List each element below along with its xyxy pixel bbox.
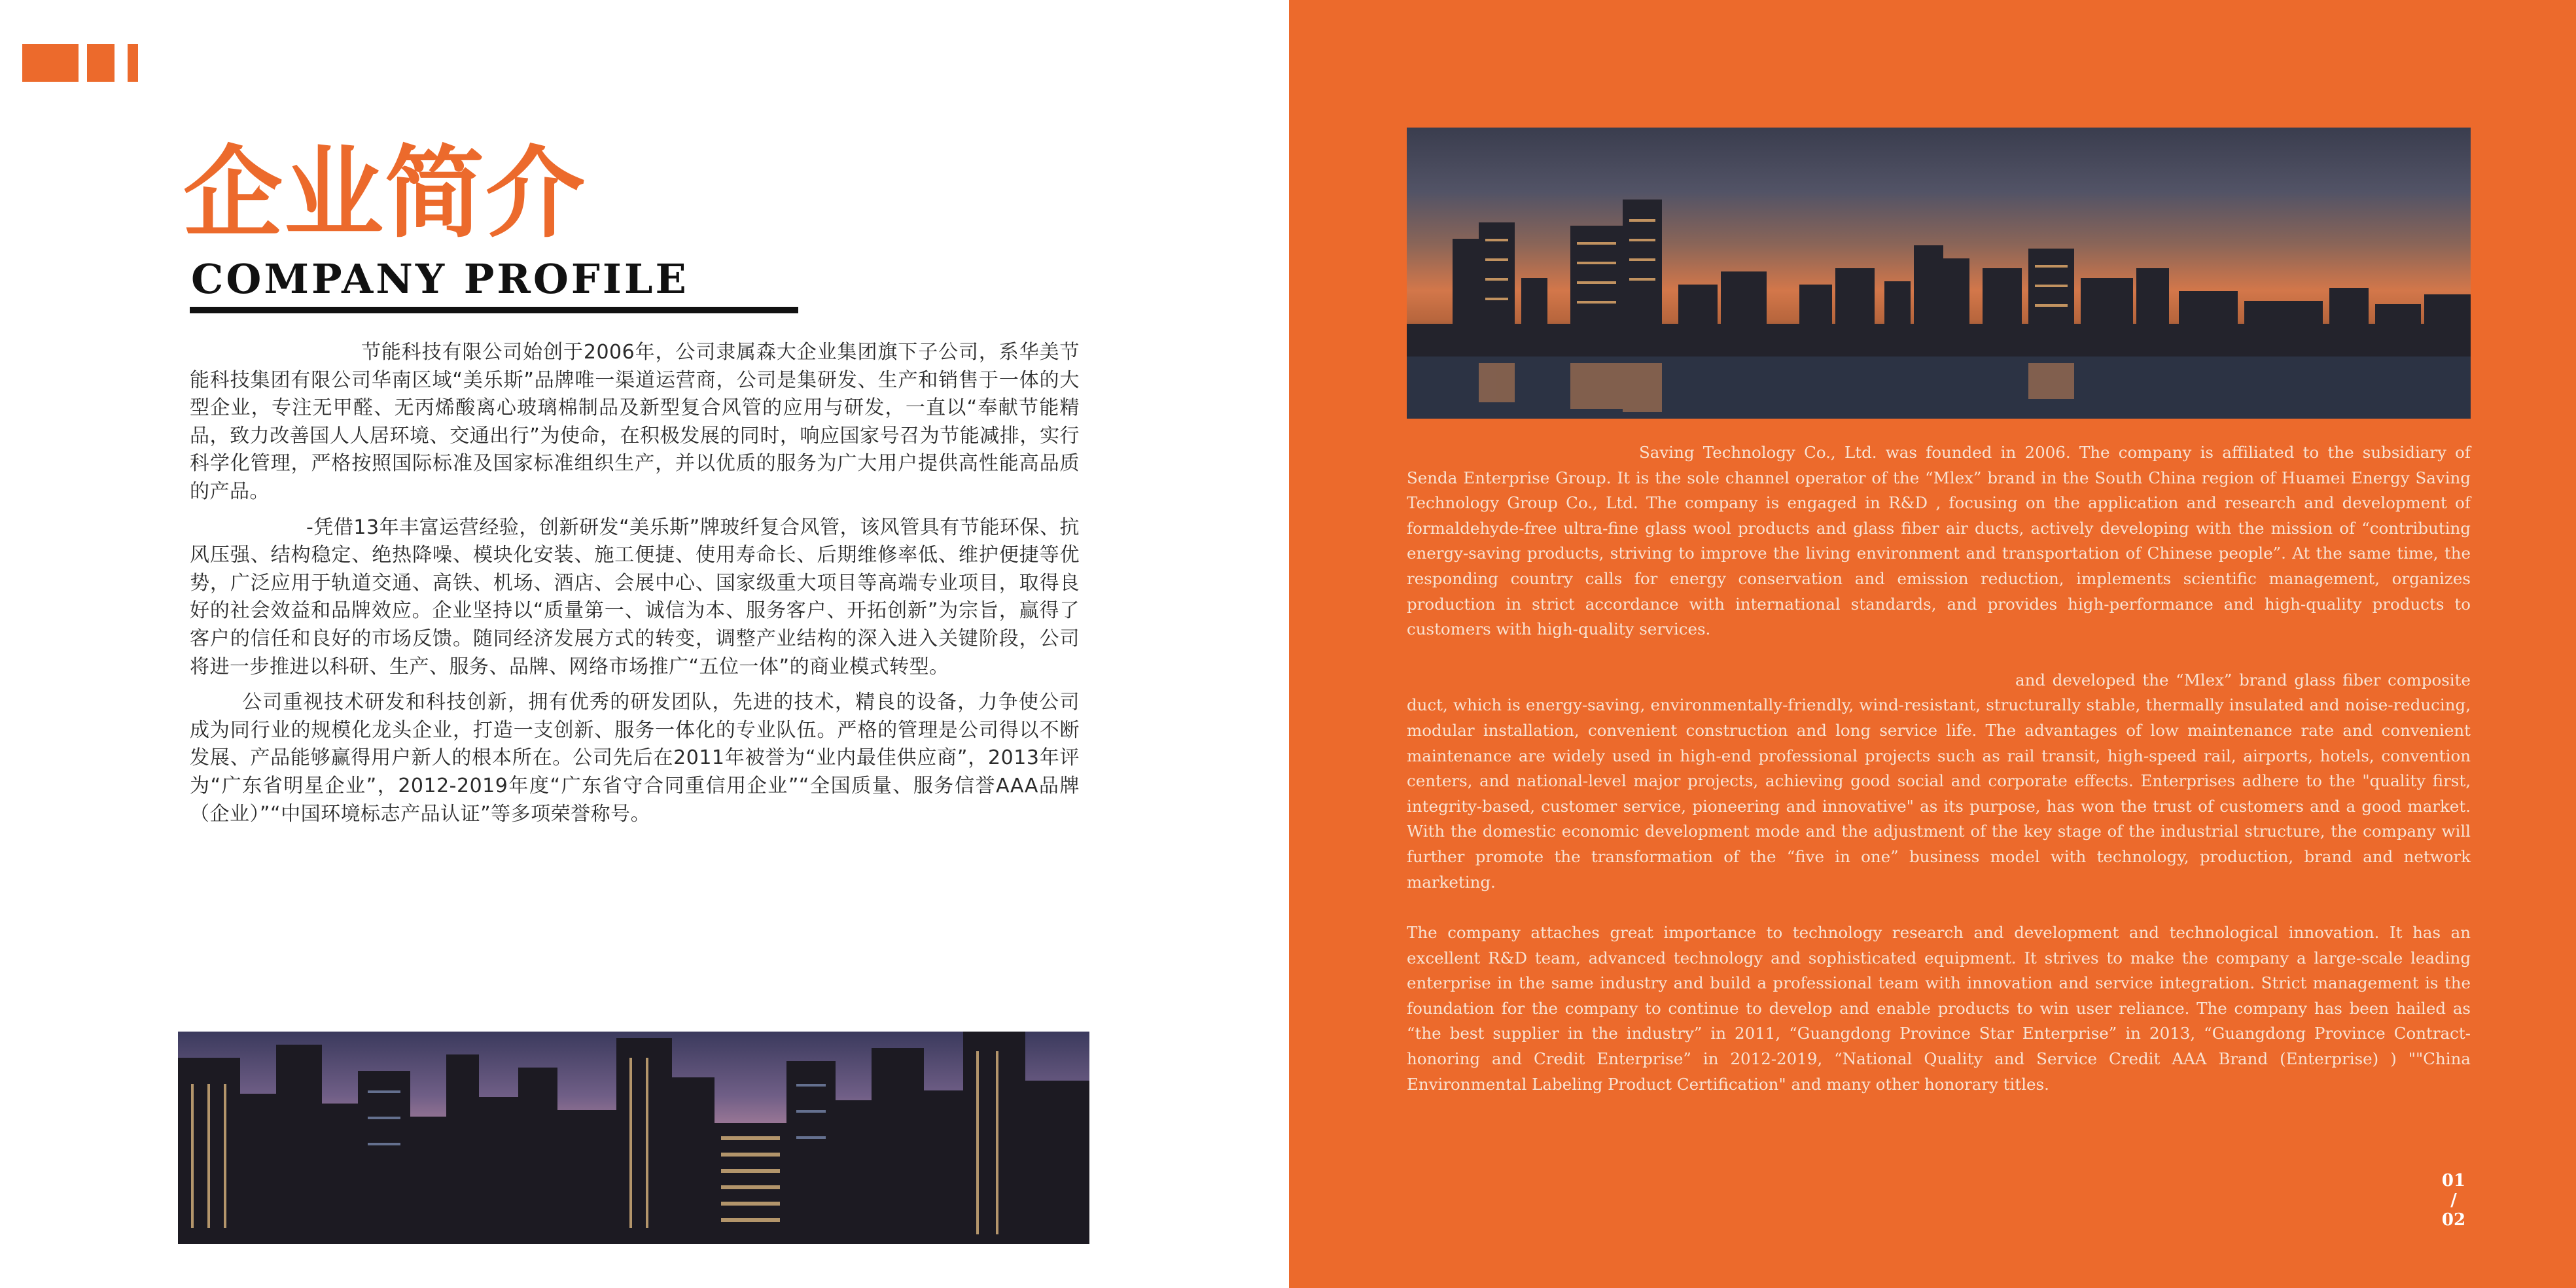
- title-chinese: 企业简介: [183, 134, 586, 251]
- cn-paragraph-2: -凭借13年丰富运营经验，创新研发“美乐斯”牌玻纤复合风管，该风管具有节能环保、抗风压强、结构稳定、绝热降噪、模块化安装、施工便捷、使用寿命长、后期维修率低、维护便捷等优势，广泛应用于轨道交通、高铁、机场、酒店、会展中心、国家级重大项目等高端专业项目，取得良好的社会效益和品牌效应。企业坚持以“质量第一、诚信为本、服务客户、开拓创新”为宗旨，赢得了客户的信任和良好的市场反馈。随同经济发展方式的转变，调整产业结构的深入进入关键阶段，公司将进一步推进以科研、生产、服务、品牌、网络市场推广“五位一体”的商业模式转型。: [190, 515, 1080, 678]
- english-body-text: [1407, 440, 2471, 1097]
- title-english: COMPANY PROFILE: [191, 255, 689, 303]
- page-number-left: 01: [2441, 1171, 2466, 1191]
- decor-block-large: [22, 44, 79, 82]
- sunset-skyline-illustration: [1407, 128, 2471, 419]
- en-paragraph-2: and developed the “Mlex” brand glass fiber composite duct, which is energy-saving, environmentally-friendly, wind-resistant, structurally stable, thermally insulated and noise-reducing, modular installation, convenient construction and long service life. The advantages of low maintenance rate and convenient maintenance are widely used in high-end professional projects such as rail transit, high-speed rail, airports, hotels, convention centers, and national-level major projects, achieving good social and corporate effects. Enterprises adhere to the "quality first, integrity-based, customer service, pioneering and innovative" as its purpose, has won the trust of customers and a good market. With the domestic economic development mode and the adjustment of the key stage of the industrial structure, the company will further promote the transformation of the “five in one” business model with technology, production, brand and network marketing.: [1407, 670, 2471, 892]
- title-underline: [190, 307, 798, 313]
- en-paragraph-3: The company attaches great importance to technology research and development and technological innovation. It has an excellent R&D team, advanced technology and sophisticated equipment. It strives to make the company a large-scale leading enterprise in the same industry and build a professional team with innovation and service integration. Strict management is the foundation for the company to continue to develop and enable products to win user reliance. The company has been hailed as “the best supplier in the industry” in 2011, “Guangdong Province Star Enterprise” in 2013, “Guangdong Province Contract-honoring and Credit Enterprise” in 2012-2019, “National Quality and Service Credit AAA Brand (Enterprise) ) ""China Environmental Labeling Product Certification" and many other honorary titles.: [1407, 923, 2471, 1094]
- cn-paragraph-1: 节能科技有限公司始创于2006年，公司隶属森大企业集团旗下子公司，系华美节能科技集团有限公司华南区域“美乐斯”品牌唯一渠道运营商，公司是集研发、生产和销售于一体的大型企业，专注无甲醛、无丙烯酸离心玻璃棉制品及新型复合风管的应用与研发，一直以“奉献节能精品，致力改善国人人居环境、交通出行”为使命，在积极发展的同时，响应国家号召为节能减排，实行科学化管理，严格按照国际标准及国家标准组织生产，并以优质的服务为广大用户提供高性能高品质的产品。: [190, 341, 1080, 503]
- city-skyline-illustration: [178, 1032, 1089, 1244]
- city-night-photo: [178, 1032, 1089, 1244]
- decor-block-small: [128, 44, 138, 82]
- decor-block-medium: [87, 44, 115, 82]
- page-number-right: 02: [2441, 1210, 2466, 1230]
- page-number: [2435, 1171, 2472, 1230]
- en-paragraph-1: Saving Technology Co., Ltd. was founded in 2006. The company is affiliated to the subsidiary of Senda Enterprise Group. It is the sole channel operator of the “Mlex” brand in the South China region of Huamei Energy Saving Technology Group Co., Ltd. The company is engaged in R&D , focusing on the application and research and development of formaldehyde-free ultra-fine glass wool products and glass fiber air ducts, actively developing with the mission of “contributing energy-saving products, striving to improve the living environment and transportation of Chinese people”. At the same time, the responding country calls for energy conservation and emission reduction, implements scientific management, organizes production in strict accordance with international standards, and provides high-performance and high-quality products to customers with high-quality services.: [1407, 443, 2471, 639]
- cn-paragraph-3: 公司重视技术研发和科技创新，拥有优秀的研发团队，先进的技术，精良的设备，力争使公司成为同行业的规模化龙头企业，打造一支创新、服务一体化的专业队伍。严格的管理是公司得以不断发展、产品能够赢得用户新人的根本所在。公司先后在2011年被誉为“业内最佳供应商”，2013年评为“广东省明星企业”，2012-2019年度“广东省守合同重信用企业”“全国质量、服务信誉AAA品牌（企业）”“中国环境标志产品认证”等多项荣誉称号。: [190, 691, 1080, 826]
- page-number-separator: /: [2450, 1191, 2457, 1210]
- chinese-body-text: [190, 339, 1080, 836]
- city-sunset-photo: [1407, 128, 2471, 419]
- right-page: [1289, 0, 2576, 1288]
